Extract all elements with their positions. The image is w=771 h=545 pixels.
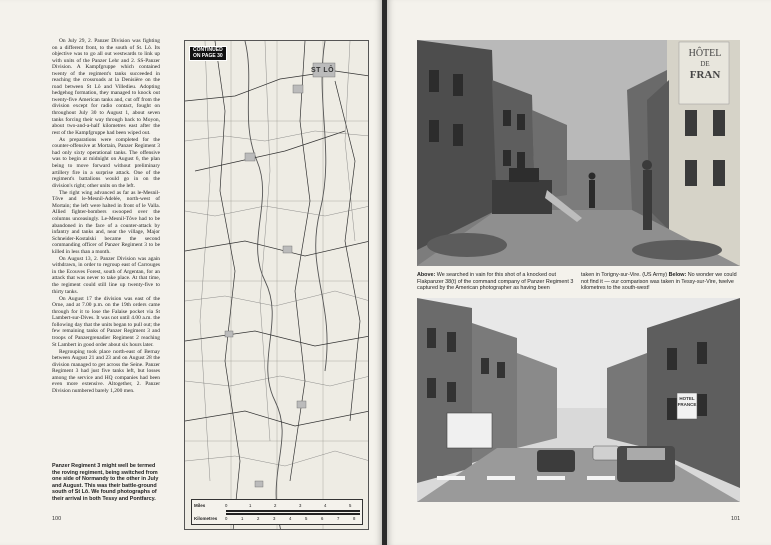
caption-column-2 [581,272,741,292]
km-tick: 1 [241,516,244,521]
miles-tick: 4 [324,503,327,508]
body-text-column [52,38,160,395]
paragraph: The right wing advanced as far as le-Mesnil-Tôve and le-Mesnil-Adelée, north-west of Mortain; the left were halted in front of le Valla. Allied fighter-bombers swooped over the columns unceasingly. Le-Mesnil-Tôve had to be abandoned in the face of a counter-attack by infantry and tanks and, near the village, Major Schneider-Kostalski became the second commanding officer of Panzer Regiment 3 to be killed in less than a month. [52,189,160,255]
town-label-st-lo: ST LÔ [311,67,335,74]
page-number-right: 101 [731,516,741,522]
sign-line: FRAN [689,69,721,81]
km-tick: 0 [225,516,228,521]
miles-bar [226,510,360,512]
km-tick: 4 [289,516,292,521]
battle-map [184,40,369,530]
caption-text: We searched in vain for this shot of a knocked out Flakpanzer 38(t) of the command company of Panzer Regiment 3 captured by the American photographer as having been [417,272,574,292]
miles-tick: 3 [299,503,302,508]
map-lines [185,41,369,530]
map-caption: Panzer Regiment 3 might well be termed the roving regiment, being switched from one side of Normandy to the other in July and August. This was their battle-ground south of St Lô. We found photographs of their arrival in both Tessy and Pontfarcy. [52,463,159,502]
km-tick: 6 [321,516,324,521]
sign-line: HÔTEL [688,48,722,59]
left-page [0,0,382,545]
paragraph: As preparations were completed for the counter-offensive at Mortain, Panzer Regiment 3 had only sixty operational tanks. The offensive was to begin at midnight on August 6, the plan being to move forward without preliminary artillery fire in a surprise attack. One of the regiment's battalions would go in on the division's right; other units on the left. [52,136,160,189]
km-tick: 7 [337,516,340,521]
page-number-left: 100 [52,516,62,522]
miles-tick: 0 [225,503,228,508]
caption-label-below: Below: [668,272,687,278]
km-tick: 5 [305,516,308,521]
km-tick: 8 [353,516,356,521]
caption-text: taken in Torigny-sur-Vire. (US Army) [581,272,668,278]
caption-text: No wonder we could not find it — our comparison was taken in Tessy-sur-Vire, twelve kilometres to the south-west! [581,272,737,292]
paragraph: Regrouping took place north-east of Bernay between August 21 and 23 and on August 28 the division managed to get across the Seine. Panzer Regiment 3 had just five tanks left, but losses among the service and HQ companies had been even more extensive. Altogether, 2. Panzer Division numbered barely 1,200 men. [52,348,160,394]
badge-line: CONTINUED [193,47,223,53]
paragraph: On August 13, 2. Panzer Division was again withdrawn, in order to regroup east of Carrouges in the Ecouves Forest, south of Argentan, for an attack that was never to take place. At that time, the regiment could still line up twenty-five to thirty tanks. [52,255,160,295]
miles-tick: 5 [349,503,352,508]
caption-column-1 [417,272,575,292]
badge-line: ON PAGE 30 [193,52,223,59]
km-tick: 3 [273,516,276,521]
photo-wartime-street [417,40,740,266]
miles-tick: 1 [249,503,252,508]
miles-label: Miles [194,503,206,508]
continued-badge [189,46,227,61]
miles-tick: 2 [274,503,277,508]
km-bar [226,513,360,515]
hotel-sign [682,48,728,81]
sign-line: HOTEL [679,396,695,401]
km-tick: 2 [257,516,260,521]
caption-label-above: Above: [417,272,436,278]
sign-line: DE [700,60,710,68]
map-scale [191,499,363,525]
hotel-france-sign [676,396,698,408]
sign-line: FRANCE [677,402,697,407]
paragraph: On August 17 the division was east of the Orne, and at 7.00 p.m. on the 19th orders came through for it to lose the Falaise pocket via St Lambert-sur-Dives. It was not until 4.00 a.m. the following day that the units began to pull out; the few remaining tanks of Panzer Regiment 3 and troops of Panzergrenadier Regiment 2 reaching St Lambert in good order about six hours later. [52,295,160,348]
right-page [387,0,771,545]
kilometres-label: Kilometres [194,516,218,521]
photo-modern-street [417,298,740,502]
paragraph: On July 29, 2. Panzer Division was fighting on a different front, to the south of St. Lô. Its objective was to go all out westwards to link up with units of the Panzer Lehr and 2. SS-Panzer Division. A Kampfgruppe which contained twenty of the regiment's tanks succeeded in reaching the crossroads at la Denisière on the road between St Lô and Villedieu. Adopting hedgehog formation, they managed to knock out twenty-five American tanks and, cut off from the division except for radio contact, fought on throughout July 30 to August 1, about seven tanks forcing their way through back to Moyon, about two-and-a-half kilometres east after the rest of the Kampfgruppe had been wiped out. [52,38,160,136]
